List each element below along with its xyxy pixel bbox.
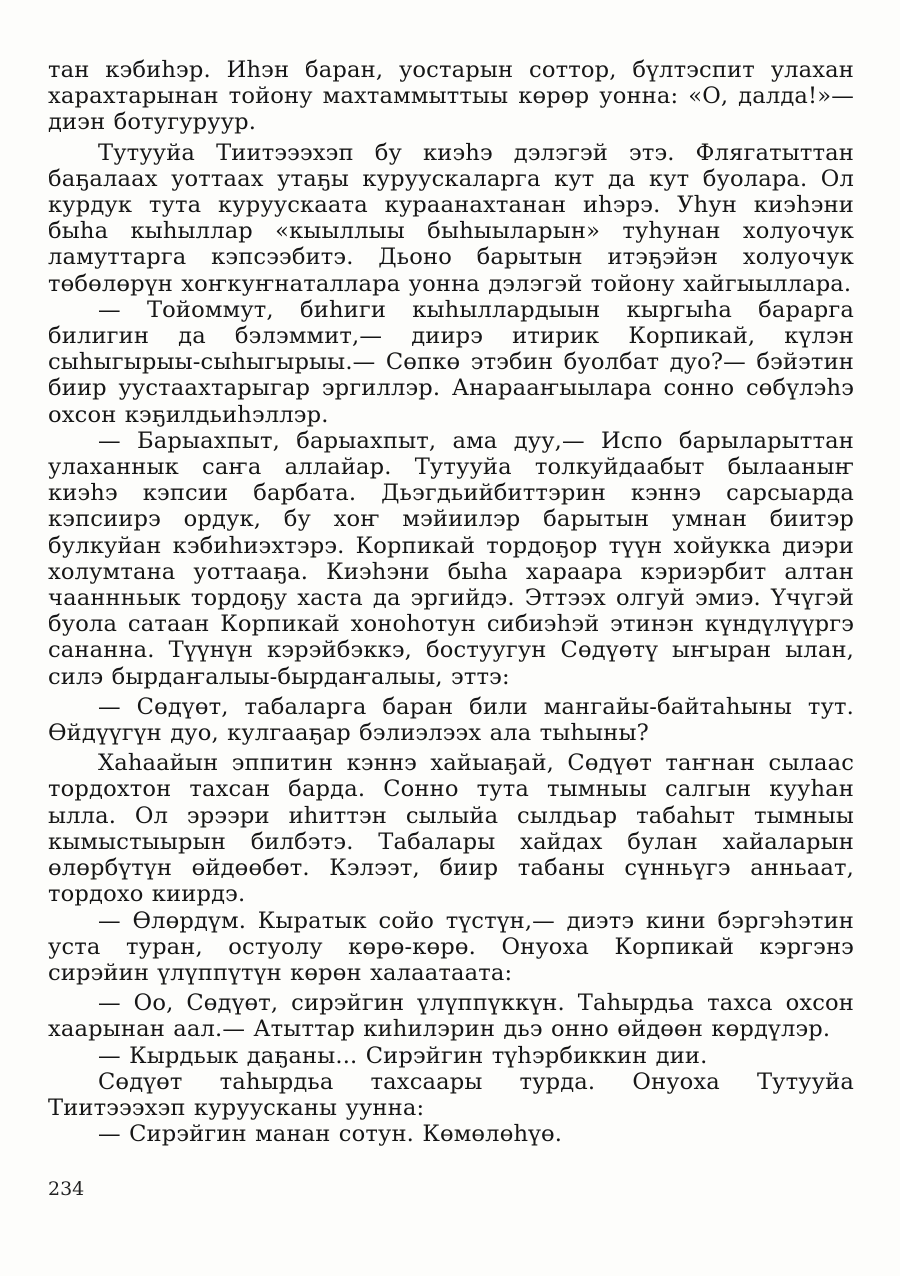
paragraph-10: Сөдүөт таһырдьа тахсаары турда. Онуоха Тутууйа Тиитэээхэп куруусканы уунна: bbox=[48, 1068, 854, 1121]
paragraph-9: — Кырдьык даҕаны... Сирэйгин түһэрбиккин дии. bbox=[98, 1042, 708, 1069]
paragraph-1: тан кэбиһэр. Иһэн баран, уостарын соттор, бүлтэспит улахан харахтарынан тойону махтаммыттыы көрөр уонна: «О, далда!»— диэн ботугуруур. bbox=[48, 57, 854, 136]
paragraph-7: — Өлөрдүм. Кыратык сойо түстүн,— диэтэ кини бэргэһэтин уста туран, остуолу көрө-көрө. Онуоха Корпикай кэргэнэ сирэйин үлүппүтүн көрөн халаатаата: bbox=[48, 907, 854, 986]
paragraph-4: — Барыахпыт, барыахпыт, ама дуу,— Испо барыларыттан улаханнык саҥа аллайар. Тутууйа толкуйдаабыт былааныҥ киэһэ кэпсии барбата. Дьэгдьийбиттэрин кэннэ сарсыарда кэпсиирэ ордук, бу хоҥ мэйиилэр барытын умнан биитэр булкуйан кэбиһиэхтэрэ. Корпикай тордоҕор түүн хойукка диэри холумтана уоттааҕа. Киэһэни быһа хараара кэриэрбит алтан чааннньык тордоҕу хаста да эргийдэ. Эттээх олгуй эмиэ. Үчүгэй буола сатаан Корпикай хоноһотун сибиэһэй этинэн күндүлүүргэ сананна. Түүнүн кэрэйбэккэ, бостуугун Сөдүөтү ыҥыран ылан, силэ бырдаҥалыы-бырдаҥалыы, эттэ: bbox=[48, 427, 854, 690]
paragraph-2: Тутууйа Тиитэээхэп бу киэһэ дэлэгэй этэ. Флягатыттан баҕалаах уоттаах утаҕы куруускаларга кут да кут буолара. Ол курдук тута куруускаата кураанахтанан иһэрэ. Уһун киэһэни быһа кыһыллар «кыыллыы быһыыларын» туһунан холуочук ламуттарга кэпсээбитэ. Дьоно барытын итэҕэйэн холуочук төбөлөрүн хоҥкуҥнаталлара уонна дэлэгэй тойону хайгыыллара. bbox=[48, 139, 854, 297]
paragraph-8: — Оо, Сөдүөт, сирэйгин үлүппүккүн. Таһырдьа тахса охсон хаарынан аал.— Атыттар киһилэрин дьэ онно өйдөөн көрдүлэр. bbox=[48, 990, 854, 1043]
paragraph-6: Хаһаайын эппитин кэннэ хайыаҕай, Сөдүөт таҥнан сылаас тордохтон тахсан барда. Сонно тута тымныы салгын кууһан ылла. Ол эрээри иһиттэн сылыйа сылдьар табаһыт тымныы кымыстыырын билбэтэ. Табалары хайдах булан хайаларын өлөрбүтүн өйдөөбөт. Кэлээт, биир табаны сүнньүгэ анньаат, тордохо киирдэ. bbox=[48, 750, 854, 908]
paragraph-11: — Сирэйгин манан сотун. Көмөлөһүө. bbox=[98, 1121, 563, 1148]
page-number: 234 bbox=[48, 1178, 85, 1200]
paragraph-3: — Тойоммут, биһиги кыһыллардыын кыргыһа барарга билигин да бэлэммит,— диирэ итирик Корпикай, күлэн сыһыгырыы-сыһыгырыы.— Сөпкө этэбин буолбат дуо?— бэйэтин биир уустаахтарыгар эргиллэр. Анарааҥыылара сонно сөбүлэһэ охсон кэҕилдьиһэллэр. bbox=[48, 296, 854, 428]
paragraph-5: — Сөдүөт, табаларга баран били мангайы-байтаһыны тут. Өйдүүгүн дуо, кулгааҕар бэлиэлээх ала тыһыны? bbox=[48, 693, 854, 747]
page-body-text bbox=[48, 57, 854, 1147]
